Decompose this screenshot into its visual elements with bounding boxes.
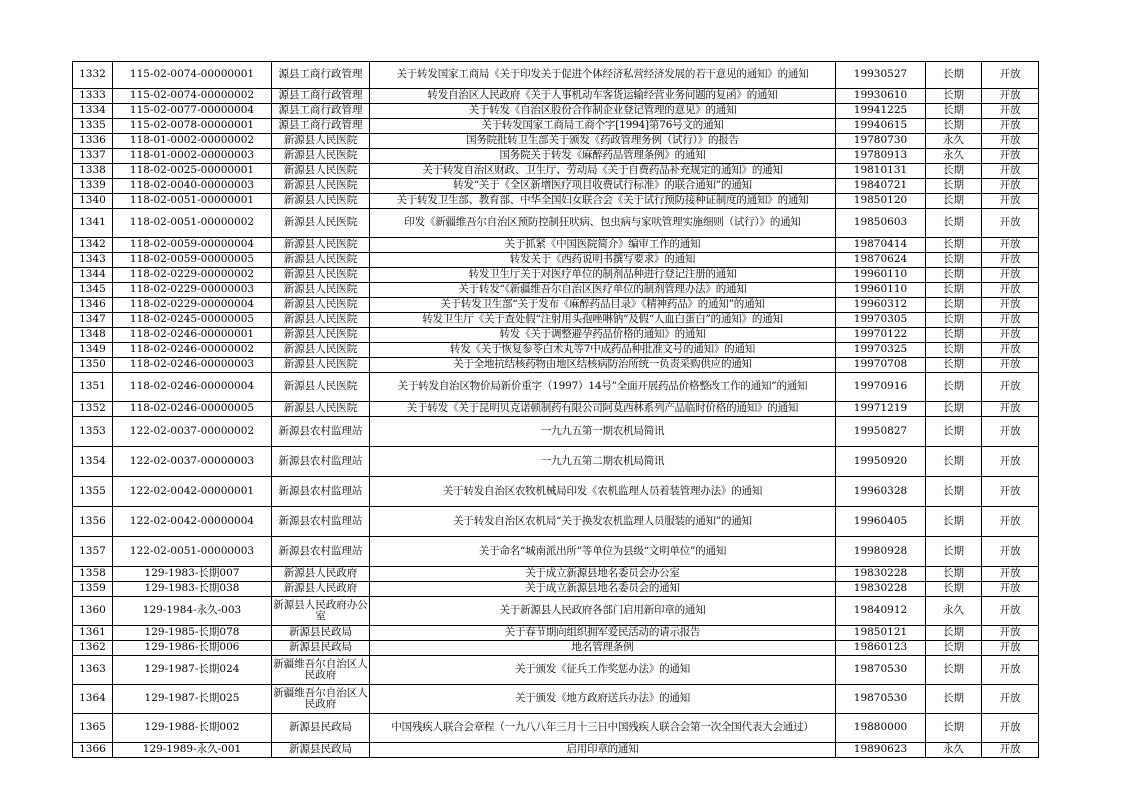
access-status: 开放 xyxy=(982,343,1039,358)
access-status: 开放 xyxy=(982,507,1039,537)
row-number: 1362 xyxy=(73,641,113,656)
table-row xyxy=(73,298,1039,313)
issuing-unit: 新源县人民医院 xyxy=(272,253,370,268)
document-title: 关于全地抗结核药物由地区结核病防治所统一负责采购供应的通知 xyxy=(370,358,836,373)
access-status: 开放 xyxy=(982,447,1039,477)
issuing-unit: 新疆维吾尔自治区人民政府 xyxy=(272,685,370,714)
archive-code: 129-1987-长期024 xyxy=(113,656,272,685)
document-title: 关于转发自治区物价局新价重字（1997）14号”全面开展药品价格整改工作的通知”的通知 xyxy=(370,373,836,402)
issuing-unit: 新源县农村监理站 xyxy=(272,477,370,507)
archive-code: 122-02-0042-00000004 xyxy=(113,507,272,537)
document-date: 19970305 xyxy=(836,313,926,328)
issuing-unit: 新源县民政局 xyxy=(272,743,370,758)
row-number: 1334 xyxy=(73,104,113,119)
document-title: 关于颁发《征兵工作奖惩办法》的通知 xyxy=(370,656,836,685)
retention-term: 长期 xyxy=(926,194,982,209)
retention-term: 长期 xyxy=(926,641,982,656)
access-status: 开放 xyxy=(982,328,1039,343)
access-status: 开放 xyxy=(982,298,1039,313)
retention-term: 永久 xyxy=(926,743,982,758)
row-number: 1339 xyxy=(73,179,113,194)
issuing-unit: 新源县民政局 xyxy=(272,714,370,743)
document-date: 19830228 xyxy=(836,582,926,597)
archive-code: 118-02-0059-00000004 xyxy=(113,238,272,253)
retention-term: 长期 xyxy=(926,89,982,104)
document-date: 19950827 xyxy=(836,417,926,447)
document-title: 一九九五第一期农机局简讯 xyxy=(370,417,836,447)
access-status: 开放 xyxy=(982,714,1039,743)
document-title: 关于成立新源县地名委员会的通知 xyxy=(370,582,836,597)
row-number: 1364 xyxy=(73,685,113,714)
access-status: 开放 xyxy=(982,194,1039,209)
table-row xyxy=(73,537,1039,567)
retention-term: 长期 xyxy=(926,209,982,238)
document-date: 19850603 xyxy=(836,209,926,238)
issuing-unit: 新源县人民医院 xyxy=(272,328,370,343)
document-title: 关于转发自治区财政、卫生厅、劳动局《关于自费药品补充规定的通知》的通知 xyxy=(370,164,836,179)
archive-code: 129-1986-长期006 xyxy=(113,641,272,656)
access-status: 开放 xyxy=(982,477,1039,507)
retention-term: 长期 xyxy=(926,313,982,328)
archive-code: 129-1987-长期025 xyxy=(113,685,272,714)
retention-term: 长期 xyxy=(926,283,982,298)
row-number: 1350 xyxy=(73,358,113,373)
document-title: 转发“关于《全区新增医疗项目收费试行标准》的联合通知”的通知 xyxy=(370,179,836,194)
access-status: 开放 xyxy=(982,253,1039,268)
table-row xyxy=(73,209,1039,238)
row-number: 1340 xyxy=(73,194,113,209)
archive-code: 118-02-0229-00000003 xyxy=(113,283,272,298)
retention-term: 长期 xyxy=(926,417,982,447)
document-title: 转发关于《西药说明书撰写要求》的通知 xyxy=(370,253,836,268)
document-title: 国务院关于转发《麻醉药品管理条例》的通知 xyxy=(370,149,836,164)
document-date: 19970708 xyxy=(836,358,926,373)
row-number: 1363 xyxy=(73,656,113,685)
table-row xyxy=(73,62,1039,89)
table-row xyxy=(73,507,1039,537)
issuing-unit: 源县工商行政管理 xyxy=(272,119,370,134)
row-number: 1349 xyxy=(73,343,113,358)
table-row xyxy=(73,253,1039,268)
document-title: 关于转发卫生部、教育部、中华全国妇女联合会《关于试行预防接种证制度的通知》的通知 xyxy=(370,194,836,209)
table-row xyxy=(73,567,1039,582)
access-status: 开放 xyxy=(982,597,1039,626)
document-title: 转发《关于恢复参苓白术丸等7中成药品种批准文号的通知》的通知 xyxy=(370,343,836,358)
document-title: 关于转发国家工商局《关于印发关于促进个体经济私营经济发展的若干意见的通知》的通知 xyxy=(370,62,836,89)
document-date: 19970122 xyxy=(836,328,926,343)
retention-term: 长期 xyxy=(926,104,982,119)
archive-code: 129-1984-永久-003 xyxy=(113,597,272,626)
issuing-unit: 新源县人民医院 xyxy=(272,134,370,149)
access-status: 开放 xyxy=(982,582,1039,597)
row-number: 1335 xyxy=(73,119,113,134)
archive-code: 118-02-0246-00000004 xyxy=(113,373,272,402)
retention-term: 长期 xyxy=(926,537,982,567)
table-row xyxy=(73,104,1039,119)
issuing-unit: 新源县农村监理站 xyxy=(272,537,370,567)
issuing-unit: 新源县人民医院 xyxy=(272,179,370,194)
document-date: 19880000 xyxy=(836,714,926,743)
row-number: 1345 xyxy=(73,283,113,298)
document-date: 19960405 xyxy=(836,507,926,537)
issuing-unit: 新源县人民医院 xyxy=(272,298,370,313)
access-status: 开放 xyxy=(982,209,1039,238)
retention-term: 长期 xyxy=(926,507,982,537)
archive-code: 118-02-0025-00000001 xyxy=(113,164,272,179)
archive-code: 118-02-0229-00000004 xyxy=(113,298,272,313)
row-number: 1361 xyxy=(73,626,113,641)
access-status: 开放 xyxy=(982,641,1039,656)
document-date: 19870624 xyxy=(836,253,926,268)
access-status: 开放 xyxy=(982,283,1039,298)
access-status: 开放 xyxy=(982,537,1039,567)
document-title: 关于颁发《地方政府送兵办法》的通知 xyxy=(370,685,836,714)
issuing-unit: 源县工商行政管理 xyxy=(272,62,370,89)
access-status: 开放 xyxy=(982,685,1039,714)
issuing-unit: 新源县人民医院 xyxy=(272,164,370,179)
archive-code: 118-01-0002-00000002 xyxy=(113,134,272,149)
retention-term: 长期 xyxy=(926,714,982,743)
table-row xyxy=(73,597,1039,626)
document-date: 19970325 xyxy=(836,343,926,358)
document-date: 19890623 xyxy=(836,743,926,758)
archive-code: 115-02-0074-00000002 xyxy=(113,89,272,104)
row-number: 1336 xyxy=(73,134,113,149)
access-status: 开放 xyxy=(982,164,1039,179)
row-number: 1351 xyxy=(73,373,113,402)
archive-code: 115-02-0077-00000004 xyxy=(113,104,272,119)
retention-term: 长期 xyxy=(926,119,982,134)
document-date: 19840912 xyxy=(836,597,926,626)
table-row xyxy=(73,656,1039,685)
access-status: 开放 xyxy=(982,313,1039,328)
issuing-unit: 新源县农村监理站 xyxy=(272,507,370,537)
access-status: 开放 xyxy=(982,626,1039,641)
retention-term: 长期 xyxy=(926,582,982,597)
row-number: 1365 xyxy=(73,714,113,743)
document-date: 19860123 xyxy=(836,641,926,656)
access-status: 开放 xyxy=(982,179,1039,194)
row-number: 1358 xyxy=(73,567,113,582)
issuing-unit: 新源县人民政府 xyxy=(272,582,370,597)
document-date: 19870414 xyxy=(836,238,926,253)
table-row xyxy=(73,714,1039,743)
retention-term: 长期 xyxy=(926,164,982,179)
retention-term: 长期 xyxy=(926,477,982,507)
archive-code: 129-1988-长期002 xyxy=(113,714,272,743)
table-row xyxy=(73,626,1039,641)
access-status: 开放 xyxy=(982,373,1039,402)
issuing-unit: 新源县人民医院 xyxy=(272,283,370,298)
row-number: 1348 xyxy=(73,328,113,343)
document-title: 关于转发《关于昆明贝克诺顿制药有限公司阿莫西林系列产品临时价格的通知》的通知 xyxy=(370,402,836,417)
issuing-unit: 新源县人民医院 xyxy=(272,402,370,417)
access-status: 开放 xyxy=(982,656,1039,685)
table-row xyxy=(73,134,1039,149)
row-number: 1366 xyxy=(73,743,113,758)
document-date: 19870530 xyxy=(836,685,926,714)
access-status: 开放 xyxy=(982,417,1039,447)
row-number: 1341 xyxy=(73,209,113,238)
access-status: 开放 xyxy=(982,89,1039,104)
archive-code: 118-02-0246-00000003 xyxy=(113,358,272,373)
table-row xyxy=(73,743,1039,758)
document-title: 转发卫生厅关于对医疗单位的制剂品种进行登记注册的通知 xyxy=(370,268,836,283)
table-row xyxy=(73,238,1039,253)
retention-term: 长期 xyxy=(926,62,982,89)
table-row xyxy=(73,194,1039,209)
document-date: 19830228 xyxy=(836,567,926,582)
document-title: 关于转发自治区农牧机械局印发《农机监理人员着装管理办法》的通知 xyxy=(370,477,836,507)
archive-code: 118-02-0246-00000002 xyxy=(113,343,272,358)
retention-term: 长期 xyxy=(926,179,982,194)
document-date: 19930527 xyxy=(836,62,926,89)
table-row xyxy=(73,313,1039,328)
row-number: 1338 xyxy=(73,164,113,179)
table-row xyxy=(73,373,1039,402)
issuing-unit: 新源县人民医院 xyxy=(272,358,370,373)
document-title: 关于转发自治区农机局“关于换发农机监理人员服装的通知”的通知 xyxy=(370,507,836,537)
table-row xyxy=(73,119,1039,134)
table-row xyxy=(73,582,1039,597)
document-title: 启用印章的通知 xyxy=(370,743,836,758)
retention-term: 长期 xyxy=(926,373,982,402)
issuing-unit: 源县工商行政管理 xyxy=(272,89,370,104)
document-date: 19780913 xyxy=(836,149,926,164)
document-title: 中国残疾人联合会章程（一九八八年三月十三日中国残疾人联合会第一次全国代表大会通过） xyxy=(370,714,836,743)
archive-code: 118-02-0245-00000005 xyxy=(113,313,272,328)
row-number: 1337 xyxy=(73,149,113,164)
archive-code: 118-01-0002-00000003 xyxy=(113,149,272,164)
row-number: 1354 xyxy=(73,447,113,477)
document-title: 转发卫生厅《关于查处假“注射用头孢唑啉钠”及假“人血白蛋白”的通知》的通知 xyxy=(370,313,836,328)
access-status: 开放 xyxy=(982,268,1039,283)
issuing-unit: 新源县人民政府 xyxy=(272,567,370,582)
table-row xyxy=(73,477,1039,507)
issuing-unit: 新源县人民医院 xyxy=(272,373,370,402)
access-status: 开放 xyxy=(982,238,1039,253)
archive-code: 118-02-0229-00000002 xyxy=(113,268,272,283)
issuing-unit: 新源县农村监理站 xyxy=(272,447,370,477)
issuing-unit: 新源县人民医院 xyxy=(272,268,370,283)
document-title: 关于新源县人民政府各部门启用新印章的通知 xyxy=(370,597,836,626)
row-number: 1343 xyxy=(73,253,113,268)
table-row xyxy=(73,447,1039,477)
issuing-unit: 新源县人民医院 xyxy=(272,194,370,209)
document-title: 印发《新疆维吾尔自治区预防控制狂吠病、包虫病与家吠管理实施细则（试行）》的通知 xyxy=(370,209,836,238)
archive-code: 129-1983-长期038 xyxy=(113,582,272,597)
row-number: 1342 xyxy=(73,238,113,253)
retention-term: 长期 xyxy=(926,626,982,641)
access-status: 开放 xyxy=(982,743,1039,758)
table-row xyxy=(73,268,1039,283)
archive-code: 122-02-0051-00000003 xyxy=(113,537,272,567)
access-status: 开放 xyxy=(982,149,1039,164)
retention-term: 永久 xyxy=(926,134,982,149)
document-date: 19941225 xyxy=(836,104,926,119)
access-status: 开放 xyxy=(982,62,1039,89)
archive-code: 129-1983-长期007 xyxy=(113,567,272,582)
row-number: 1347 xyxy=(73,313,113,328)
table-row xyxy=(73,149,1039,164)
row-number: 1357 xyxy=(73,537,113,567)
document-title: 关于转发卫生部“关于发布《麻醉药品目录》《精神药品》的通知”的通知 xyxy=(370,298,836,313)
issuing-unit: 新源县人民医院 xyxy=(272,149,370,164)
archive-code: 118-02-0059-00000005 xyxy=(113,253,272,268)
access-status: 开放 xyxy=(982,402,1039,417)
document-title: 转发自治区人民政府《关于人事机动车客货运输经营业务问题的复函》的通知 xyxy=(370,89,836,104)
archive-code: 118-02-0051-00000001 xyxy=(113,194,272,209)
access-status: 开放 xyxy=(982,134,1039,149)
document-title: 关于春节期向组织拥军爱民活动的请示报告 xyxy=(370,626,836,641)
document-date: 19940615 xyxy=(836,119,926,134)
archive-code: 129-1989-永久-001 xyxy=(113,743,272,758)
document-date: 19850121 xyxy=(836,626,926,641)
archive-code: 122-02-0037-00000003 xyxy=(113,447,272,477)
access-status: 开放 xyxy=(982,119,1039,134)
document-title: 地名管理条例 xyxy=(370,641,836,656)
row-number: 1346 xyxy=(73,298,113,313)
archive-code: 115-02-0078-00000001 xyxy=(113,119,272,134)
issuing-unit: 新源县人民医院 xyxy=(272,313,370,328)
access-status: 开放 xyxy=(982,567,1039,582)
issuing-unit: 新源县民政局 xyxy=(272,641,370,656)
row-number: 1353 xyxy=(73,417,113,447)
access-status: 开放 xyxy=(982,104,1039,119)
retention-term: 长期 xyxy=(926,656,982,685)
table-row xyxy=(73,641,1039,656)
access-status: 开放 xyxy=(982,358,1039,373)
retention-term: 长期 xyxy=(926,238,982,253)
document-title: 转发《关于调整避孕药品价格的通知》的通知 xyxy=(370,328,836,343)
issuing-unit: 新源县农村监理站 xyxy=(272,417,370,447)
row-number: 1359 xyxy=(73,582,113,597)
table-row xyxy=(73,179,1039,194)
document-date: 19850120 xyxy=(836,194,926,209)
document-date: 19810131 xyxy=(836,164,926,179)
document-date: 19840721 xyxy=(836,179,926,194)
archive-code: 115-02-0074-00000001 xyxy=(113,62,272,89)
row-number: 1356 xyxy=(73,507,113,537)
table-row xyxy=(73,685,1039,714)
row-number: 1352 xyxy=(73,402,113,417)
issuing-unit: 源县工商行政管理 xyxy=(272,104,370,119)
table-row xyxy=(73,402,1039,417)
issuing-unit: 新源县人民医院 xyxy=(272,343,370,358)
document-date: 19960110 xyxy=(836,268,926,283)
document-title: 关于成立新源县地名委员会办公室 xyxy=(370,567,836,582)
document-date: 19960110 xyxy=(836,283,926,298)
archive-code: 129-1985-长期078 xyxy=(113,626,272,641)
table-row xyxy=(73,358,1039,373)
document-date: 19950920 xyxy=(836,447,926,477)
document-date: 19960312 xyxy=(836,298,926,313)
retention-term: 长期 xyxy=(926,268,982,283)
document-title: 关于转发《自治区股份合作制企业登记管理的意见》的通知 xyxy=(370,104,836,119)
row-number: 1333 xyxy=(73,89,113,104)
row-number: 1344 xyxy=(73,268,113,283)
document-title: 国务院批转卫生部关于颁发《药政管理务例（试行）》的报告 xyxy=(370,134,836,149)
archive-code: 122-02-0037-00000002 xyxy=(113,417,272,447)
document-date: 19780730 xyxy=(836,134,926,149)
retention-term: 永久 xyxy=(926,597,982,626)
document-title: 一九九五第二期农机局简讯 xyxy=(370,447,836,477)
document-date: 19971219 xyxy=(836,402,926,417)
retention-term: 长期 xyxy=(926,685,982,714)
document-date: 19960328 xyxy=(836,477,926,507)
table-row xyxy=(73,417,1039,447)
issuing-unit: 新源县人民医院 xyxy=(272,209,370,238)
table-row xyxy=(73,89,1039,104)
document-title: 关于转发“《新疆维吾尔自治区医疗单位的制剂管理办法》的通知 xyxy=(370,283,836,298)
retention-term: 长期 xyxy=(926,567,982,582)
retention-term: 长期 xyxy=(926,343,982,358)
retention-term: 长期 xyxy=(926,253,982,268)
retention-term: 永久 xyxy=(926,149,982,164)
archive-code: 118-02-0246-00000001 xyxy=(113,328,272,343)
row-number: 1355 xyxy=(73,477,113,507)
archive-catalog-table xyxy=(72,61,1039,758)
table-row xyxy=(73,343,1039,358)
archive-code: 122-02-0042-00000001 xyxy=(113,477,272,507)
row-number: 1332 xyxy=(73,62,113,89)
issuing-unit: 新源县人民政府办公室 xyxy=(272,597,370,626)
document-title: 关于抓紧《中国医院简介》编审工作的通知 xyxy=(370,238,836,253)
archive-code: 118-02-0040-00000003 xyxy=(113,179,272,194)
document-title: 关于命名“城南派出所”等单位为县级“文明单位”的通知 xyxy=(370,537,836,567)
document-date: 19970916 xyxy=(836,373,926,402)
document-date: 19870530 xyxy=(836,656,926,685)
retention-term: 长期 xyxy=(926,298,982,313)
issuing-unit: 新疆维吾尔自治区人民政府 xyxy=(272,656,370,685)
archive-code: 118-02-0051-00000002 xyxy=(113,209,272,238)
issuing-unit: 新源县人民医院 xyxy=(272,238,370,253)
table-row xyxy=(73,164,1039,179)
retention-term: 长期 xyxy=(926,358,982,373)
document-date: 19980928 xyxy=(836,537,926,567)
retention-term: 长期 xyxy=(926,402,982,417)
archive-code: 118-02-0246-00000005 xyxy=(113,402,272,417)
table-row xyxy=(73,283,1039,298)
retention-term: 长期 xyxy=(926,328,982,343)
table-row xyxy=(73,328,1039,343)
retention-term: 长期 xyxy=(926,447,982,477)
document-date: 19930610 xyxy=(836,89,926,104)
row-number: 1360 xyxy=(73,597,113,626)
issuing-unit: 新源县民政局 xyxy=(272,626,370,641)
document-title: 关于转发国家工商局工商个字[1994]第76号文的通知 xyxy=(370,119,836,134)
